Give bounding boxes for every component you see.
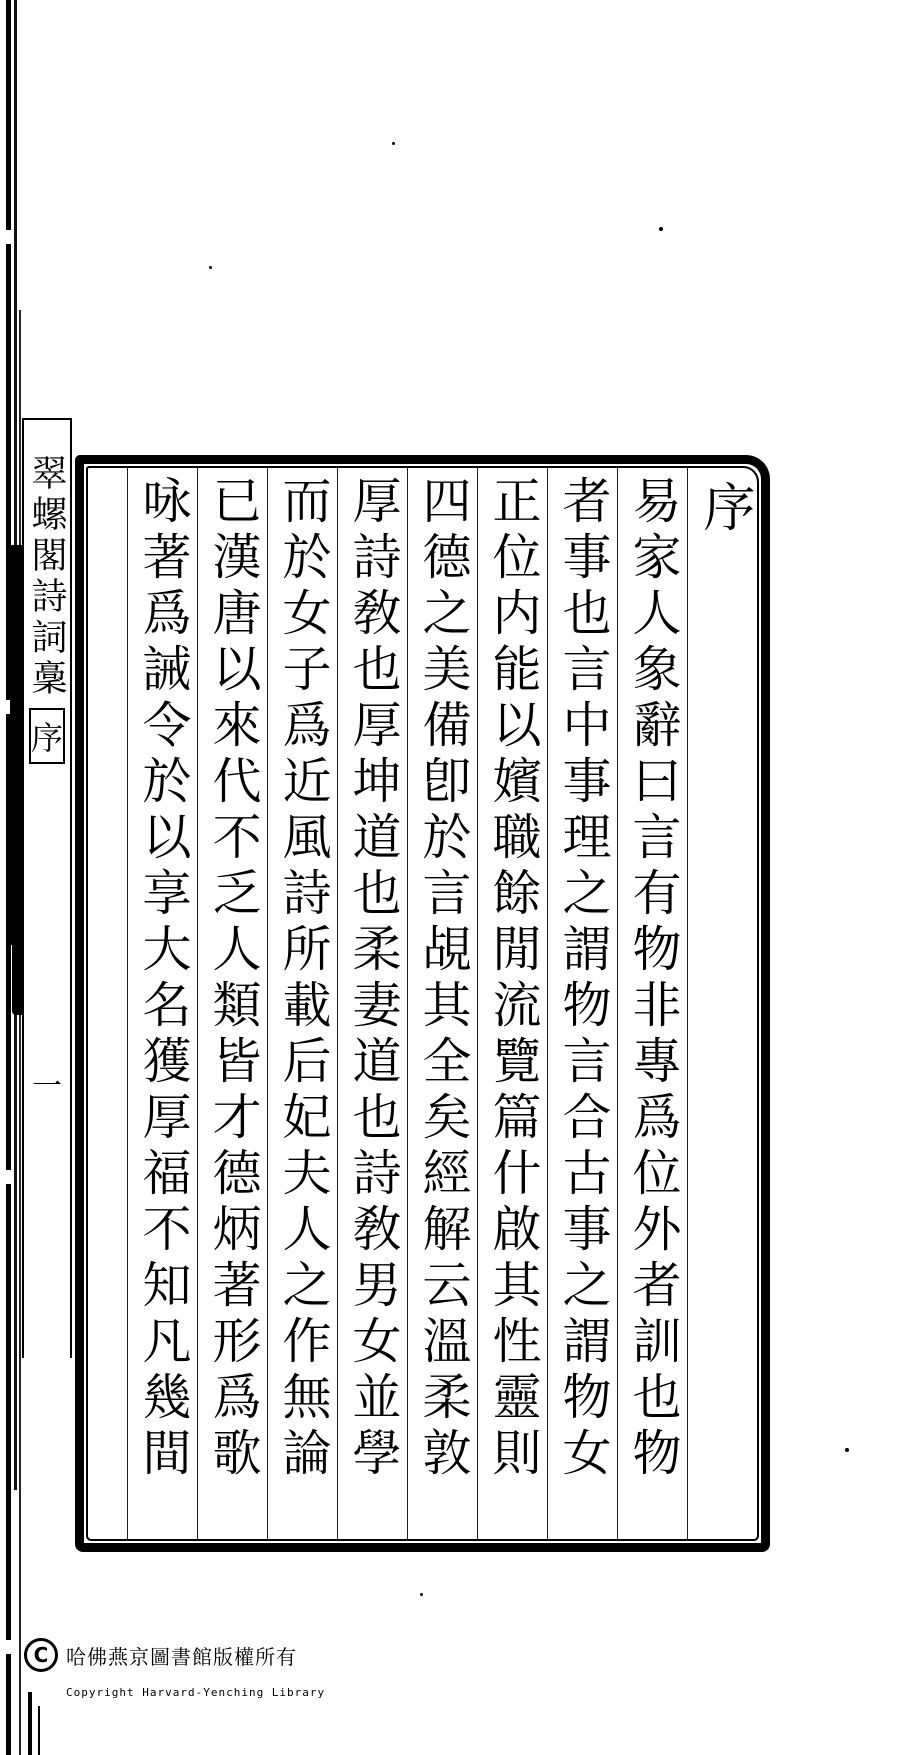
text-frame [75, 455, 770, 1552]
copyright-letter: C [33, 1643, 49, 1667]
scan-speck [420, 1593, 423, 1596]
binding-streak [19, 310, 21, 1755]
spine-section-box [29, 708, 65, 764]
copyright-text-chinese: 哈佛燕京圖書館版權所有 [66, 1645, 297, 1669]
scan-speck [209, 266, 212, 269]
text-column-2: 者事也言中事理之謂物言合古事之謂物女 [547, 468, 617, 1539]
text-column-8: 咏著爲誡令於以享大名獲厚福不知凡幾間 [127, 468, 197, 1539]
text-column-4: 四德之美備卽於言覘其全矣經解云溫柔敦 [407, 468, 477, 1539]
copyright-text-english: Copyright Harvard-Yenching Library [66, 1686, 326, 1699]
scan-speck [392, 142, 395, 145]
scan-speck [845, 1448, 849, 1452]
text-column-7: 已漢唐以來代不乏人類皆才德炳著形爲歌 [197, 468, 267, 1539]
text-column-6: 而於女子爲近風詩所載后妃夫人之作無論 [267, 468, 337, 1539]
text-column-5: 厚詩敎也厚坤道也柔妻道也詩敎男女並學 [337, 468, 407, 1539]
text-column-1: 易家人象辭曰言有物非專爲位外者訓也物 [617, 468, 687, 1539]
book-title: 翠螺閣詩詞稾 [27, 454, 67, 700]
empty-column [88, 468, 127, 1539]
copyright-symbol-icon [24, 1638, 58, 1672]
text-column-3: 正位内能以嬪職餘閒流覽篇什啟其性靈則 [477, 468, 547, 1539]
binding-streak [28, 1692, 32, 1755]
preface-title: 序 [687, 468, 757, 1539]
spine-section-label: 序 [31, 720, 64, 756]
binding-streak [38, 1706, 40, 1755]
scan-speck [659, 227, 663, 231]
page-number: 一 [32, 1070, 62, 1103]
spine-title-strip [22, 418, 72, 1358]
text-frame-inner [86, 466, 759, 1541]
